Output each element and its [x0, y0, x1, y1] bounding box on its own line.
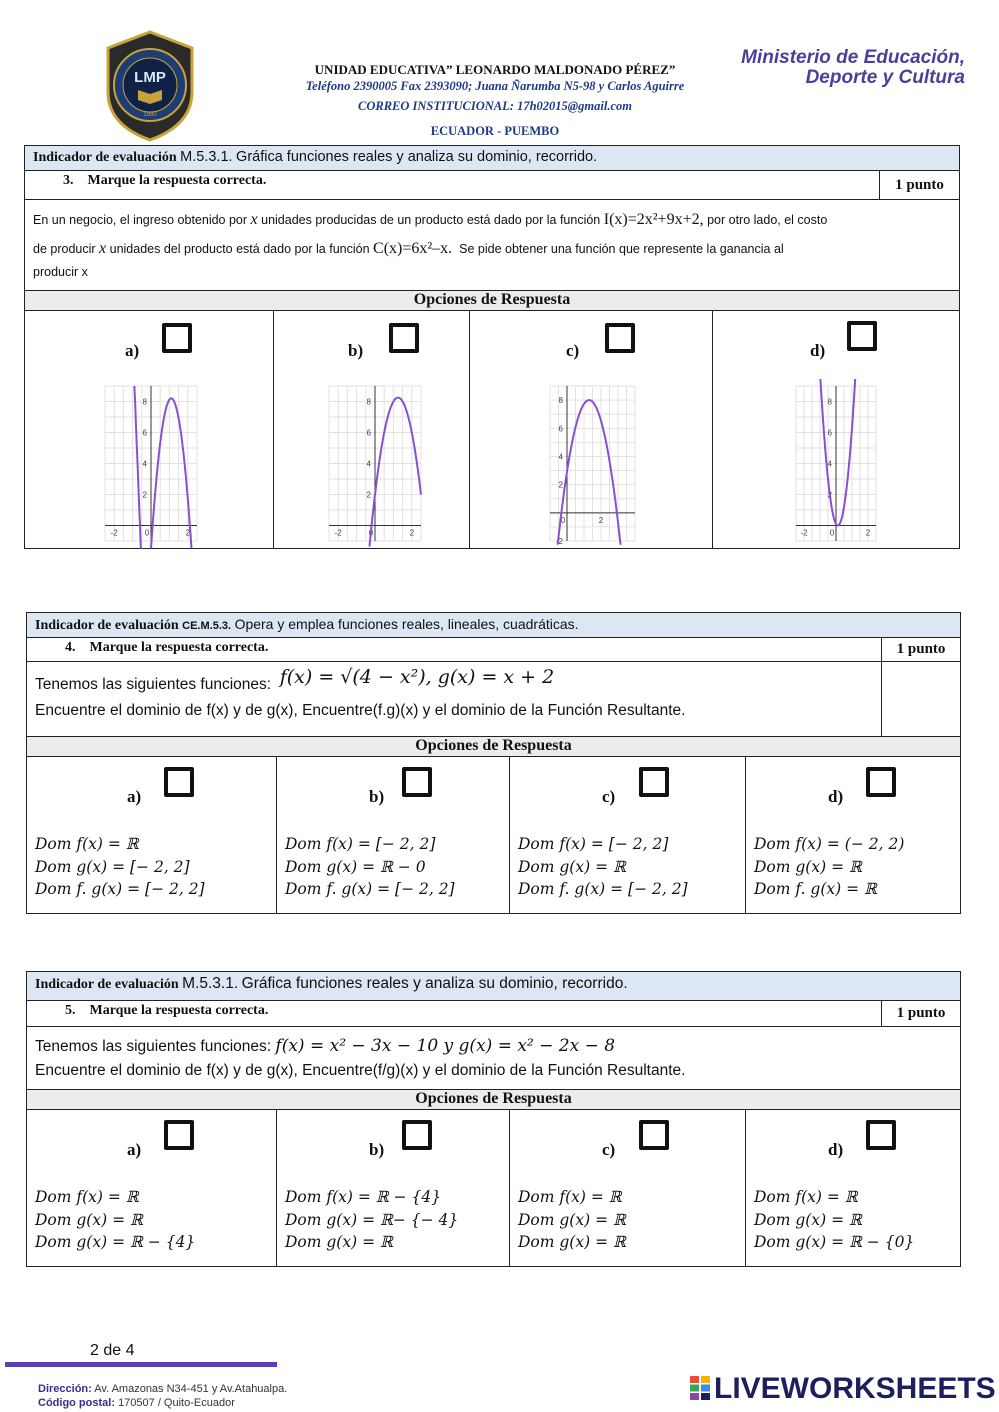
q5-statement: Tenemos las siguientes funciones: f(x) = x² − 3x − 10 y g(x) = x² − 2x − 8 Encuentre el dominio de f(x) y de g(x), Encuentre(f/g)(x) y el dominio de la Función Resultante. [27, 1027, 961, 1090]
x-tick-label: 2 [185, 528, 191, 538]
q4-points-empty [882, 662, 961, 737]
q5-c-domains: Dom f(x) = ℝ Dom g(x) = ℝ Dom g(x) = ℝ [518, 1188, 626, 1251]
q5-options-header: Opciones de Respuesta [27, 1090, 961, 1110]
q5-checkbox-d[interactable] [866, 1120, 896, 1150]
q3-option-c: c) -2 2 4 6 8 0 2 [470, 311, 713, 549]
ministry-logo [720, 48, 965, 88]
y-tick-label: 6 [142, 428, 147, 438]
footer-address: Dirección: Av. Amazonas N34-451 y Av.Atahualpa. Código postal: 170507 / Quito-Ecuador [38, 1383, 288, 1409]
x-tick-label: 0 [560, 515, 566, 525]
q3-graph-b [329, 386, 421, 541]
q5-option-d: d) Dom f(x) = ℝ Dom g(x) = ℝ Dom g(x) = ℝ − {0} [746, 1110, 961, 1267]
q3-graph-d [796, 386, 876, 541]
income-function: I(x)=2x²+9x+2, [603, 211, 704, 228]
x-tick-label: 2 [598, 515, 604, 525]
x-tick-label: 0 [829, 528, 835, 538]
q5-prompt: 5. Marque la respuesta correcta. [27, 1001, 882, 1027]
q3-checkbox-d[interactable] [847, 321, 877, 351]
q5-d-domains: Dom f(x) = ℝ Dom g(x) = ℝ Dom g(x) = ℝ − {0} [754, 1188, 915, 1251]
svg-text:LMP: LMP [134, 69, 166, 86]
question-4-table [26, 612, 961, 914]
q5-option-c: c) Dom f(x) = ℝ Dom g(x) = ℝ Dom g(x) = ℝ [510, 1110, 746, 1267]
y-tick-label: 8 [142, 397, 147, 407]
q4-d-domains: Dom f(x) = (− 2, 2) Dom g(x) = ℝ Dom f. g(x) = ℝ [754, 835, 905, 898]
q4-options-header: Opciones de Respuesta [27, 737, 961, 757]
school-location: ECUADOR - PUEMBO [430, 124, 560, 138]
x-tick-label: -2 [800, 528, 808, 538]
x-tick-label: 2 [409, 528, 415, 538]
cost-function: C(x)=6x²–x. [373, 240, 453, 257]
x-tick-label: 0 [144, 528, 150, 538]
svg-text:1980: 1980 [143, 112, 157, 118]
q5-option-a: a) Dom f(x) = ℝ Dom g(x) = ℝ Dom g(x) = ℝ − {4} [27, 1110, 277, 1267]
x-tick-label: -2 [334, 528, 342, 538]
q4-checkbox-b[interactable] [402, 767, 432, 797]
q4-indicator: Indicador de evaluación CE.M.5.3. Opera y emplea funciones reales, lineales, cuadráticas. [27, 613, 961, 638]
q3-graph-c [550, 386, 635, 546]
y-tick-label: 4 [366, 459, 371, 469]
q5-checkbox-b[interactable] [402, 1120, 432, 1150]
q4-checkbox-c[interactable] [639, 767, 669, 797]
ministry-line1: Ministerio de Educación, [741, 47, 965, 68]
x-tick-label: 2 [865, 528, 871, 538]
q5-checkbox-a[interactable] [164, 1120, 194, 1150]
q3-option-a: a) 2 4 6 8 -2 0 2 [25, 311, 274, 549]
q3-graph-a [105, 386, 197, 541]
ministry-line2: Deporte y Cultura [805, 67, 965, 88]
y-tick-label: 2 [366, 490, 371, 500]
x-tick-label: -2 [110, 528, 118, 538]
q4-a-domains: Dom f(x) = ℝ Dom g(x) = [− 2, 2] Dom f. g(x) = [− 2, 2] [35, 835, 205, 898]
school-phone: Teléfono 2390005 Fax 2393090; Juana Ñarumba N5-98 y Carlos Aguirre [305, 79, 685, 93]
q5-indicator: Indicador de evaluación M.5.3.1. Gráfica funciones reales y analiza su dominio, recorrido. [27, 972, 961, 1001]
q5-checkbox-c[interactable] [639, 1120, 669, 1150]
q4-formula: f(x) = √(4 − x²), g(x) = x + 2 [279, 666, 555, 688]
q3-option-b: b) 2 4 6 8 -2 0 2 [274, 311, 470, 549]
q3-points: 1 punto [880, 171, 960, 200]
y-tick-label: 8 [558, 396, 563, 406]
y-tick-label: 8 [827, 397, 832, 407]
q4-checkbox-a[interactable] [164, 767, 194, 797]
y-tick-label: 4 [558, 452, 563, 462]
y-tick-label: 8 [366, 397, 371, 407]
liveworksheets-icon [690, 1374, 710, 1398]
y-tick-label: 2 [827, 490, 832, 500]
q3-checkbox-b[interactable] [389, 323, 419, 353]
q4-option-a: a) Dom f(x) = ℝ Dom g(x) = [− 2, 2] Dom f. g(x) = [− 2, 2] [27, 757, 277, 914]
q3-checkbox-a[interactable] [162, 323, 192, 353]
q5-a-domains: Dom f(x) = ℝ Dom g(x) = ℝ Dom g(x) = ℝ − {4} [35, 1188, 196, 1251]
footer-divider [5, 1362, 277, 1367]
y-tick-label: -2 [555, 537, 563, 546]
school-email: CORREO INSTITUCIONAL: 17h02015@gmail.com [358, 99, 632, 113]
page-number: 2 de 4 [90, 1342, 135, 1359]
q4-statement: Tenemos las siguientes funciones: f(x) = √(4 − x²), g(x) = x + 2 Encuentre el dominio de f(x) y de g(x), Encuentre(f.g)(x) y el dominio de la Función Resultante. [27, 662, 882, 737]
q5-formula: f(x) = x² − 3x − 10 y g(x) = x² − 2x − 8 [275, 1036, 616, 1056]
q3-statement: En un negocio, el ingreso obtenido por x unidades producidas de un producto está dado por la función I(x)=2x²+9x+2, por otro lado, el costo de producir x unidades del producto está dado por la función C(x)=6x²–x. Se pide obtener una función que represente la ganancia al producir x [25, 200, 960, 291]
q3-indicator: Indicador de evaluación M.5.3.1. Gráfica funciones reales y analiza su dominio, recorrido. [25, 146, 960, 171]
y-tick-label: 6 [827, 428, 832, 438]
q4-points: 1 punto [882, 638, 961, 662]
q3-checkbox-c[interactable] [605, 323, 635, 353]
q3-options-header: Opciones de Respuesta [25, 291, 960, 311]
liveworksheets-logo: LIVEWORKSHEETS [690, 1372, 996, 1406]
school-logo [100, 30, 200, 142]
question-5-table [26, 971, 961, 1267]
q5-option-b: b) Dom f(x) = ℝ − {4} Dom g(x) = ℝ− {− 4} Dom g(x) = ℝ [277, 1110, 510, 1267]
y-tick-label: 2 [558, 480, 563, 490]
q3-prompt: 3. Marque la respuesta correcta. [25, 171, 880, 200]
y-tick-label: 6 [366, 428, 371, 438]
q5-points: 1 punto [882, 1001, 961, 1027]
q5-b-domains: Dom f(x) = ℝ − {4} Dom g(x) = ℝ− {− 4} Dom g(x) = ℝ [285, 1188, 459, 1251]
q4-prompt: 4. Marque la respuesta correcta. [27, 638, 882, 662]
y-tick-label: 6 [558, 424, 563, 434]
school-name: UNIDAD EDUCATIVA” LEONARDO MALDONADO PÉREZ” [314, 62, 676, 77]
q4-option-d: d) Dom f(x) = (− 2, 2) Dom g(x) = ℝ Dom f. g(x) = ℝ [746, 757, 961, 914]
q4-b-domains: Dom f(x) = [− 2, 2] Dom g(x) = ℝ − 0 Dom f. g(x) = [− 2, 2] [285, 835, 455, 898]
question-3-table [24, 145, 960, 549]
x-tick-label: 0 [368, 528, 374, 538]
q3-option-d: d) 2 4 6 8 -2 0 2 [713, 311, 960, 549]
q4-c-domains: Dom f(x) = [− 2, 2] Dom g(x) = ℝ Dom f. g(x) = [− 2, 2] [518, 835, 688, 898]
q4-checkbox-d[interactable] [866, 767, 896, 797]
y-tick-label: 2 [142, 490, 147, 500]
y-tick-label: 4 [827, 459, 832, 469]
q4-option-b: b) Dom f(x) = [− 2, 2] Dom g(x) = ℝ − 0 Dom f. g(x) = [− 2, 2] [277, 757, 510, 914]
y-tick-label: 4 [142, 459, 147, 469]
q4-option-c: c) Dom f(x) = [− 2, 2] Dom g(x) = ℝ Dom f. g(x) = [− 2, 2] [510, 757, 746, 914]
